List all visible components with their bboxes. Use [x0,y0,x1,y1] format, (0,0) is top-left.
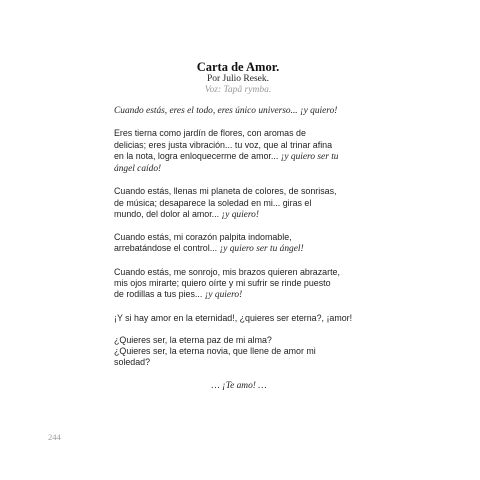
stanza-2-line-3: en la nota, logra enloquecerme de amor... [114,150,281,161]
page-number: 244 [48,432,61,442]
stanza-5-line-3: de rodillas a tus pies... [114,289,205,300]
stanza-5-line-2: mis ojos mirarte; quiero oírte y mi sufrir se rinde puesto [114,277,331,288]
stanza-7-line-2: ¿Quieres ser, la eterna novia, que llene de amor mi [114,346,316,357]
stanza-2-line-2: delicias; eres justa vibración... tu voz, que al trinar afina [114,139,333,150]
poem-voice: Voz: Tapã rymba. [204,85,272,95]
stanza-2-line-4: ángel caído! [114,164,162,174]
stanza-6 [114,313,364,324]
stanza-4-line-2: arrebatándose el control... [114,243,220,254]
stanza-3-line-1: Cuando estás, llenas mi planeta de colores, de sonrisas, [114,186,337,197]
stanza-5-line-1: Cuando estás, me sonrojo, mis brazos quieren abrazarte, [114,266,340,277]
stanza-4 [114,232,364,255]
stanza-3-line-3-italic: ¡y quiero! [221,209,259,220]
closing-line: … ¡Te amo! … [211,380,267,391]
poem-header [114,60,362,96]
poem-title: Carta de Amor. [196,60,280,74]
stanza-4-line-2-italic: ¡y quiero ser tu ángel! [219,244,304,255]
stanza-3 [114,186,364,221]
stanza-2 [114,128,364,175]
stanza-4-line-1: Cuando estás, mi corazón palpita indomable, [114,232,292,243]
stanza-5-line-3-italic: ¡y quiero! [204,290,243,301]
stanza-2-line-1: Eres tierna como jardín de flores, con aromas de [114,128,306,139]
stanza-2-line-3-italic: ¡y quiero ser tu [280,151,339,162]
stanza-6-line-1: ¡Y si hay amor en la eternidad!, ¿quieres ser eterna?, ¡amor! [114,312,353,323]
stanza-3-line-3: mundo, del dolor al amor... [114,208,222,219]
stanza-5 [114,267,364,302]
stanza-7 [114,335,364,369]
closing-line-wrap [114,380,364,392]
stanza-7-line-3: soledad? [114,357,151,368]
poem-author: Por Julio Resek. [206,74,269,84]
poem-body [114,105,364,403]
stanza-1-line-1: Cuando estás, eres el todo, eres único universo... ¡y quiero! [114,106,338,116]
stanza-3-line-2: de música; desaparece la soledad en mi... giras el [114,197,312,208]
stanza-7-line-1: ¿Quieres ser, la eterna paz de mi alma? [114,334,272,345]
stanza-1 [114,105,364,117]
